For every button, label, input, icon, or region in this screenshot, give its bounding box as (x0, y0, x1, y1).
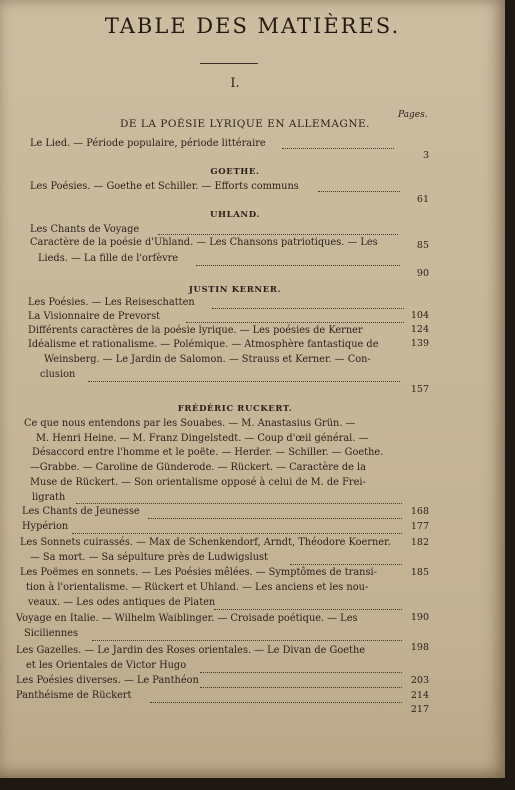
dot-leader (186, 322, 404, 323)
page-number: 139 (410, 338, 429, 349)
dot-leader (150, 702, 402, 703)
dot-leader (196, 265, 400, 266)
toc-line: Muse de Rückert. — Son orientalisme opposé à celui de M. de Frei- (30, 477, 366, 488)
page-number: 190 (410, 612, 429, 623)
toc-line: Caractère de la poésie d'Uhland. — Les Chansons patriotiques. — Les (30, 237, 378, 248)
dot-leader (282, 148, 394, 149)
part-title: DE LA POÉSIE LYRIQUE EN ALLEMAGNE. (119, 118, 371, 130)
toc-line: tion à l'orientalisme. — Rückert et Uhland. — Les anciens et les nou- (26, 582, 369, 593)
toc-line: Ce que nous entendons par les Souabes. — M. Anastasius Grün. — (24, 418, 356, 429)
part-number: I. (230, 76, 240, 91)
dot-leader (214, 609, 402, 610)
toc-line: —Grabbe. — Caroline de Günderode. — Rückert. — Caractère de la (30, 462, 367, 473)
toc-line: Le Lied. — Période populaire, période littéraire (30, 138, 266, 149)
dot-leader (212, 308, 404, 309)
page-number: 198 (410, 642, 429, 653)
page-number: 168 (410, 506, 429, 517)
page-title: TABLE DES MATIÈRES. (104, 14, 401, 38)
page-number: 182 (410, 537, 429, 548)
toc-line: Voyage en Italie. — Wilhelm Waiblinger. — Croisade poétique. — Les (16, 613, 358, 624)
dot-leader (200, 687, 402, 688)
page-number: 85 (416, 240, 429, 251)
dot-leader (158, 234, 398, 235)
toc-line: et les Orientales de Victor Hugo (26, 660, 187, 671)
dot-leader (76, 503, 402, 504)
page-number: 214 (410, 690, 429, 701)
page-number: 3 (422, 150, 429, 161)
toc-line: Les Chants de Jeunesse (22, 506, 140, 517)
page-number: 217 (410, 704, 429, 715)
toc-line: Différents caractères de la poésie lyrique. — Les poésies de Kerner (28, 325, 363, 336)
toc-line: Les Sonnets cuirassés. — Max de Schenkendorf, Arndt, Théodore Koerner. (20, 537, 391, 548)
dot-leader (72, 533, 402, 534)
toc-line: Hypérion (22, 521, 69, 532)
title-rule (200, 63, 258, 64)
toc-line: Siciliennes (24, 628, 78, 639)
section-heading-kerner: JUSTIN KERNER. (188, 285, 282, 295)
page-number: 177 (410, 521, 429, 532)
dot-leader (88, 381, 400, 382)
toc-line: Les Poésies. — Goethe et Schiller. — Efforts communs (30, 181, 299, 192)
section-heading-uhland: UHLAND. (209, 210, 260, 220)
toc-line: M. Henri Heine. — M. Franz Dingelstedt. — Coup d'œil général. — (36, 433, 369, 444)
toc-line: — Sa mort. — Sa sépulture près de Ludwigslust (30, 552, 268, 563)
page-number: 185 (410, 567, 429, 578)
dot-leader (92, 640, 402, 641)
toc-line: clusion (40, 369, 76, 380)
page-number: 61 (416, 194, 429, 205)
page-number: 203 (410, 675, 429, 686)
pages-label: Pages. (398, 110, 428, 120)
page-number: 157 (410, 384, 429, 395)
section-heading-goethe: GOETHE. (210, 167, 260, 177)
toc-line: Les Gazelles. — Le Jardin des Roses orientales. — Le Divan de Goethe (16, 645, 366, 656)
dot-leader (290, 564, 402, 565)
section-heading-ruckert: FRÉDÉRIC RUCKERT. (177, 404, 293, 414)
toc-line: Les Poésies diverses. — Le Panthéon (16, 675, 199, 686)
toc-line: Les Chants de Voyage (30, 224, 140, 235)
toc-line: Désaccord entre l'homme et le poëte. — Herder. — Schiller. — Goethe. (32, 447, 384, 458)
toc-line: Idéalisme et rationalisme. — Polémique. — Atmosphère fantastique de (28, 339, 379, 350)
toc-line: ligrath (32, 492, 66, 503)
page-number: 104 (410, 310, 429, 321)
toc-line: Lieds. — La fille de l'orfèvre (38, 253, 179, 264)
toc-line: La Visionnaire de Prevorst (28, 311, 161, 322)
dot-leader (318, 191, 400, 192)
dot-leader (148, 518, 402, 519)
toc-line: Les Poëmes en sonnets. — Les Poésies mêlées. — Symptômes de transi- (20, 567, 377, 578)
page-number: 90 (416, 268, 429, 279)
page-number: 124 (410, 324, 429, 335)
toc-line: Les Poésies. — Les Reiseschatten (28, 297, 195, 308)
toc-line: Panthéisme de Rückert (16, 690, 132, 701)
toc-line: Weinsberg. — Le Jardin de Salomon. — Strauss et Kerner. — Con- (44, 354, 371, 365)
toc-line: veaux. — Les odes antiques de Platen (28, 597, 216, 608)
dot-leader (200, 672, 402, 673)
